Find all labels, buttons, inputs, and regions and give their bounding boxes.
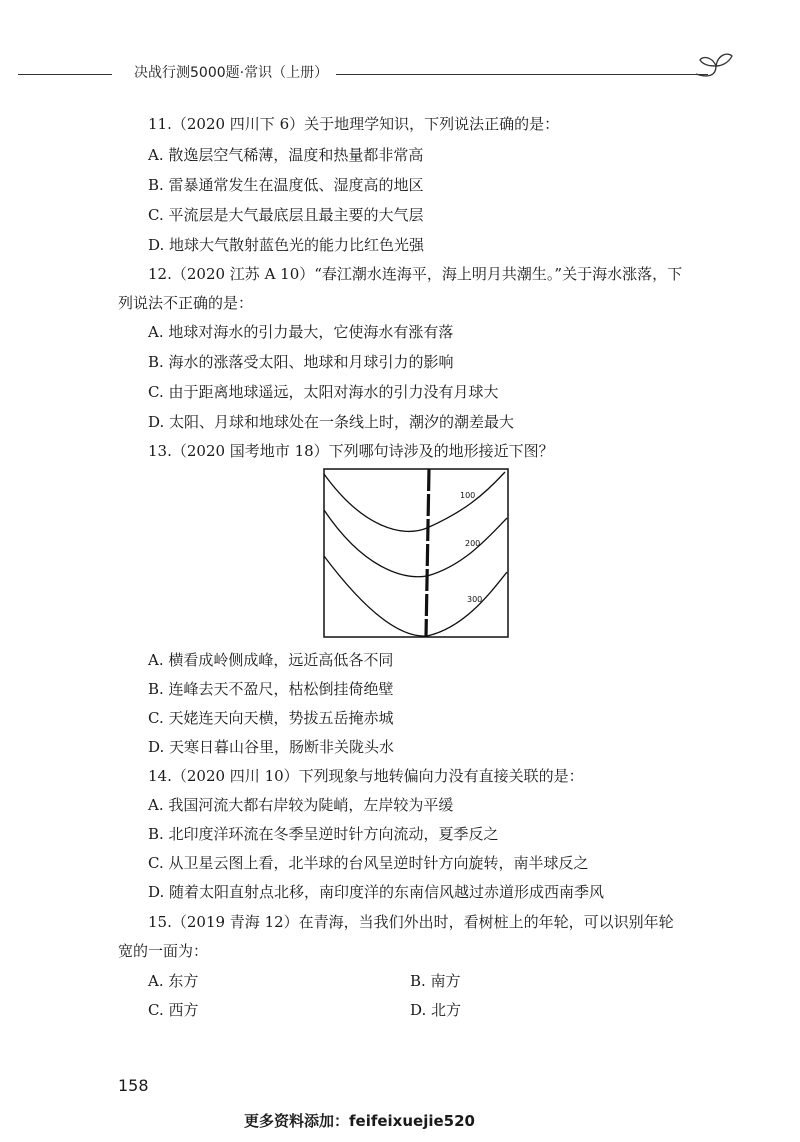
question-15-option-c: C. 西方 [148, 1001, 199, 1019]
header-rule-left [18, 74, 112, 75]
question-14-option-d: D. 随着太阳直射点北移，南印度洋的东南信风越过赤道形成西南季风 [148, 883, 605, 901]
question-12-option-b: B. 海水的涨落受太阳、地球和月球引力的影响 [148, 353, 454, 371]
question-14-option-b: B. 北印度洋环流在冬季呈逆时针方向流动，夏季反之 [148, 825, 499, 843]
question-11-option-b: B. 雷暴通常发生在温度低、湿度高的地区 [148, 176, 424, 194]
question-13-option-b: B. 连峰去天不盈尺，枯松倒挂倚绝壁 [148, 680, 394, 698]
contour-label-200: 200 [465, 539, 481, 548]
sprout-icon [694, 48, 734, 84]
figure-frame [324, 469, 508, 637]
question-14-option-a: A. 我国河流大都右岸较为陡峭，左岸较为平缓 [148, 796, 454, 814]
question-13-stem: 13.（2020 国考地市 18）下列哪句诗涉及的地形接近下图？ [148, 442, 554, 460]
question-13-option-a: A. 横看成岭侧成峰，远近高低各不同 [148, 651, 394, 669]
question-12-stem: 12.（2020 江苏 A 10）“春江潮水连海平，海上明月共潮生。”关于海水涨落，下 [148, 265, 683, 283]
footer-note: 更多资料添加：feifeixuejie520 [244, 1112, 475, 1130]
question-14-option-c: C. 从卫星云图上看，北半球的台风呈逆时针方向旋转，南半球反之 [148, 854, 589, 872]
question-15-stem: 15.（2019 青海 12）在青海，当我们外出时，看树桩上的年轮，可以识别年轮 [148, 913, 674, 931]
question-11-option-a: A. 散逸层空气稀薄，温度和热量都非常高 [148, 146, 424, 164]
book-title: 决战行测5000题·常识（上册） [134, 65, 329, 81]
question-11-stem: 11.（2020 四川下 6）关于地理学知识，下列说法正确的是： [148, 115, 560, 133]
header-rule-right [336, 74, 708, 75]
question-11-option-d: D. 地球大气散射蓝色光的能力比红色光强 [148, 236, 425, 254]
question-15-stem-cont: 宽的一面为： [118, 942, 209, 960]
contour-map-figure [323, 468, 509, 638]
running-header [18, 58, 718, 88]
question-15-option-d: D. 北方 [410, 1001, 462, 1019]
question-13-option-c: C. 天姥连天向天横，势拔五岳掩赤城 [148, 709, 394, 727]
question-15-option-a: A. 东方 [148, 972, 199, 990]
contour-label-300: 300 [467, 595, 483, 604]
page-number: 158 [118, 1076, 149, 1095]
question-12-stem-cont: 列说法不正确的是： [118, 294, 254, 312]
question-12-option-d: D. 太阳、月球和地球处在一条线上时，潮汐的潮差最大 [148, 413, 515, 431]
question-12-option-a: A. 地球对海水的引力最大，它使海水有涨有落 [148, 323, 454, 341]
question-13-option-d: D. 天寒日暮山谷里，肠断非关陇头水 [148, 738, 395, 756]
question-11-option-c: C. 平流层是大气最底层且最主要的大气层 [148, 206, 424, 224]
question-15-option-b: B. 南方 [410, 972, 461, 990]
question-12-option-c: C. 由于距离地球遥远，太阳对海水的引力没有月球大 [148, 383, 499, 401]
contour-label-100: 100 [460, 491, 476, 500]
question-14-stem: 14.（2020 四川 10）下列现象与地转偏向力没有直接关联的是： [148, 767, 584, 785]
